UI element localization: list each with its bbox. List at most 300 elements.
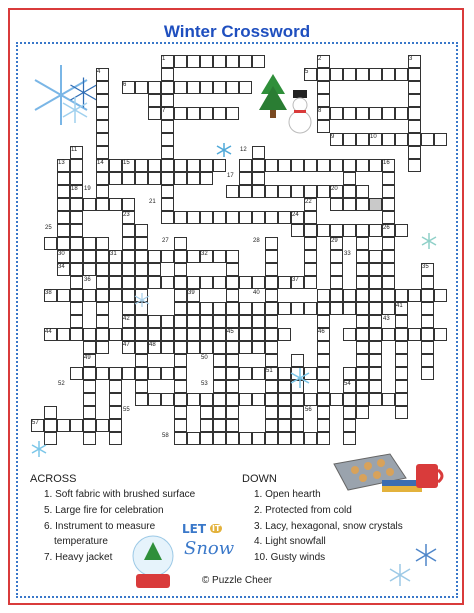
grid-cell[interactable] [161,172,174,185]
grid-cell[interactable] [70,367,83,380]
grid-cell[interactable] [408,159,421,172]
grid-cell[interactable] [83,250,96,263]
grid-cell[interactable] [200,393,213,406]
grid-cell[interactable] [122,263,135,276]
grid-cell[interactable] [421,315,434,328]
grid-cell[interactable] [109,367,122,380]
grid-cell[interactable] [174,276,187,289]
grid-cell[interactable] [265,315,278,328]
grid-cell[interactable] [343,432,356,445]
grid-cell[interactable] [174,380,187,393]
grid-cell[interactable] [109,263,122,276]
grid-cell[interactable] [252,146,265,159]
grid-cell[interactable] [265,289,278,302]
grid-cell[interactable] [213,393,226,406]
grid-cell[interactable] [382,250,395,263]
grid-cell[interactable] [213,341,226,354]
grid-cell[interactable] [343,367,356,380]
grid-cell[interactable] [226,107,239,120]
grid-cell[interactable] [135,81,148,94]
grid-cell[interactable] [343,393,356,406]
grid-cell[interactable] [174,393,187,406]
grid-cell[interactable] [421,133,434,146]
grid-cell[interactable] [317,81,330,94]
grid-cell[interactable] [57,289,70,302]
grid-cell[interactable] [408,328,421,341]
grid-cell[interactable] [213,354,226,367]
grid-cell[interactable] [96,328,109,341]
grid-cell[interactable] [356,406,369,419]
grid-cell[interactable] [265,380,278,393]
grid-cell[interactable] [330,159,343,172]
grid-cell[interactable] [317,354,330,367]
grid-cell[interactable] [122,237,135,250]
grid-cell[interactable] [83,289,96,302]
grid-cell[interactable] [83,237,96,250]
grid-cell[interactable] [369,276,382,289]
grid-cell[interactable] [421,367,434,380]
grid-cell[interactable] [421,354,434,367]
grid-cell[interactable] [213,159,226,172]
grid-cell[interactable] [226,354,239,367]
grid-cell[interactable] [109,289,122,302]
grid-cell[interactable] [304,263,317,276]
grid-cell[interactable] [187,172,200,185]
grid-cell[interactable] [226,81,239,94]
grid-cell[interactable] [434,289,447,302]
grid-cell[interactable] [304,276,317,289]
grid-cell[interactable] [44,419,57,432]
grid-cell[interactable] [369,380,382,393]
grid-cell[interactable] [330,393,343,406]
grid-cell[interactable] [148,367,161,380]
grid-cell[interactable] [187,276,200,289]
grid-cell[interactable] [187,159,200,172]
grid-cell[interactable] [343,107,356,120]
grid-cell[interactable] [330,302,343,315]
grid-cell[interactable] [96,120,109,133]
grid-cell[interactable] [239,276,252,289]
grid-cell[interactable] [252,172,265,185]
grid-cell[interactable] [265,211,278,224]
grid-cell[interactable] [278,419,291,432]
grid-cell[interactable] [278,432,291,445]
grid-cell[interactable] [70,315,83,328]
grid-cell[interactable] [187,328,200,341]
grid-cell[interactable] [161,367,174,380]
grid-cell[interactable] [70,198,83,211]
grid-cell[interactable] [57,185,70,198]
grid-cell[interactable] [317,406,330,419]
grid-cell[interactable] [382,393,395,406]
grid-cell[interactable] [382,328,395,341]
grid-cell[interactable] [57,172,70,185]
grid-cell[interactable] [148,172,161,185]
grid-cell[interactable] [304,302,317,315]
grid-cell[interactable] [330,107,343,120]
grid-cell[interactable] [356,263,369,276]
grid-cell[interactable] [200,419,213,432]
grid-cell[interactable] [96,172,109,185]
grid-cell[interactable] [174,419,187,432]
grid-cell[interactable] [382,289,395,302]
grid-cell[interactable] [304,211,317,224]
grid-cell[interactable] [382,172,395,185]
grid-cell[interactable] [83,419,96,432]
grid-cell[interactable] [70,237,83,250]
grid-cell[interactable] [135,276,148,289]
grid-cell[interactable] [330,250,343,263]
grid-cell[interactable] [369,328,382,341]
grid-cell[interactable] [109,393,122,406]
grid-cell[interactable] [356,68,369,81]
grid-cell[interactable] [83,432,96,445]
grid-cell[interactable] [343,198,356,211]
grid-cell[interactable] [265,354,278,367]
grid-cell[interactable] [161,68,174,81]
grid-cell[interactable] [382,302,395,315]
grid-cell[interactable] [252,341,265,354]
grid-cell[interactable] [278,406,291,419]
grid-cell[interactable] [200,107,213,120]
grid-cell[interactable] [291,185,304,198]
grid-cell[interactable] [200,432,213,445]
grid-cell[interactable] [317,120,330,133]
grid-cell[interactable] [317,315,330,328]
grid-cell[interactable] [356,302,369,315]
grid-cell[interactable] [343,224,356,237]
grid-cell[interactable] [161,198,174,211]
grid-cell[interactable] [343,185,356,198]
grid-cell[interactable] [369,367,382,380]
grid-cell[interactable] [278,328,291,341]
grid-cell[interactable] [83,367,96,380]
grid-cell[interactable] [317,68,330,81]
grid-cell[interactable] [356,328,369,341]
grid-cell[interactable] [122,250,135,263]
grid-cell[interactable] [174,107,187,120]
grid-cell[interactable] [213,315,226,328]
grid-cell[interactable] [161,315,174,328]
grid-cell[interactable] [174,406,187,419]
grid-cell[interactable] [200,302,213,315]
grid-cell[interactable] [421,289,434,302]
grid-cell[interactable] [317,367,330,380]
grid-cell[interactable] [421,302,434,315]
grid-cell[interactable] [226,380,239,393]
grid-cell[interactable] [265,250,278,263]
grid-cell[interactable] [408,68,421,81]
grid-cell[interactable] [369,393,382,406]
grid-cell[interactable] [96,107,109,120]
grid-cell[interactable] [317,341,330,354]
grid-cell[interactable] [395,133,408,146]
grid-cell[interactable] [239,185,252,198]
grid-cell[interactable] [226,276,239,289]
grid-cell[interactable] [395,354,408,367]
grid-cell[interactable] [382,211,395,224]
grid-cell[interactable] [408,107,421,120]
grid-cell[interactable] [187,55,200,68]
grid-cell[interactable] [239,81,252,94]
grid-cell[interactable] [70,224,83,237]
grid-cell[interactable] [382,107,395,120]
grid-cell[interactable] [174,172,187,185]
grid-cell[interactable] [369,302,382,315]
grid-cell[interactable] [252,432,265,445]
grid-cell[interactable] [174,159,187,172]
grid-cell[interactable] [83,393,96,406]
grid-cell[interactable] [317,419,330,432]
grid-cell[interactable] [96,250,109,263]
grid-cell[interactable] [317,302,330,315]
grid-cell[interactable] [356,185,369,198]
grid-cell[interactable] [187,302,200,315]
grid-cell[interactable] [343,172,356,185]
grid-cell[interactable] [96,419,109,432]
grid-cell[interactable] [356,354,369,367]
grid-cell[interactable] [265,393,278,406]
grid-cell[interactable] [304,185,317,198]
grid-cell[interactable] [122,198,135,211]
grid-cell[interactable] [291,432,304,445]
grid-cell[interactable] [200,276,213,289]
grid-cell[interactable] [161,250,174,263]
grid-cell[interactable] [408,146,421,159]
grid-cell[interactable] [174,237,187,250]
grid-cell[interactable] [226,289,239,302]
grid-cell[interactable] [356,380,369,393]
grid-cell[interactable] [174,55,187,68]
grid-cell[interactable] [239,172,252,185]
grid-cell[interactable] [200,55,213,68]
grid-cell[interactable] [135,237,148,250]
grid-cell[interactable] [356,276,369,289]
grid-cell[interactable] [291,224,304,237]
grid-cell[interactable] [252,185,265,198]
grid-cell[interactable] [343,302,356,315]
grid-cell[interactable] [317,224,330,237]
grid-cell[interactable] [96,315,109,328]
grid-cell[interactable] [382,185,395,198]
grid-cell[interactable] [83,328,96,341]
grid-cell[interactable] [317,159,330,172]
grid-cell[interactable] [239,393,252,406]
grid-cell[interactable] [109,406,122,419]
grid-cell[interactable] [57,198,70,211]
grid-cell[interactable] [161,146,174,159]
grid-cell[interactable] [395,380,408,393]
grid-cell[interactable] [161,328,174,341]
grid-cell[interactable] [174,341,187,354]
grid-cell[interactable] [343,328,356,341]
grid-cell[interactable] [83,380,96,393]
grid-cell[interactable] [226,263,239,276]
grid-cell[interactable] [265,185,278,198]
grid-cell[interactable] [213,367,226,380]
grid-cell[interactable] [304,159,317,172]
grid-cell[interactable] [57,224,70,237]
grid-cell[interactable] [265,341,278,354]
grid-cell[interactable] [174,263,187,276]
grid-cell[interactable] [356,159,369,172]
grid-cell[interactable] [330,68,343,81]
grid-cell[interactable] [213,81,226,94]
grid-cell[interactable] [187,341,200,354]
grid-cell[interactable] [356,393,369,406]
grid-cell[interactable] [317,289,330,302]
grid-cell[interactable] [265,432,278,445]
grid-cell[interactable] [187,107,200,120]
grid-cell[interactable] [57,328,70,341]
grid-cell[interactable] [96,81,109,94]
grid-cell[interactable] [122,367,135,380]
grid-cell[interactable] [395,68,408,81]
grid-cell[interactable] [421,276,434,289]
grid-cell[interactable] [382,198,395,211]
grid-cell[interactable] [109,172,122,185]
grid-cell[interactable] [239,341,252,354]
grid-cell[interactable] [265,263,278,276]
grid-cell[interactable] [356,107,369,120]
grid-cell[interactable] [395,289,408,302]
grid-cell[interactable] [200,81,213,94]
grid-cell[interactable] [161,81,174,94]
grid-cell[interactable] [57,419,70,432]
grid-cell[interactable] [70,289,83,302]
grid-cell[interactable] [83,198,96,211]
grid-cell[interactable] [226,250,239,263]
grid-cell[interactable] [369,315,382,328]
grid-cell[interactable] [174,328,187,341]
grid-cell[interactable] [148,81,161,94]
grid-cell[interactable] [161,276,174,289]
grid-cell[interactable] [96,289,109,302]
grid-cell[interactable] [135,315,148,328]
grid-cell[interactable] [408,94,421,107]
grid-cell[interactable] [187,211,200,224]
grid-cell[interactable] [239,315,252,328]
grid-cell[interactable] [369,341,382,354]
grid-cell[interactable] [252,328,265,341]
grid-cell[interactable] [109,159,122,172]
grid-cell[interactable] [187,315,200,328]
grid-cell[interactable] [239,302,252,315]
grid-cell[interactable] [213,250,226,263]
grid-cell[interactable] [408,120,421,133]
grid-cell[interactable] [434,133,447,146]
grid-cell[interactable] [161,393,174,406]
grid-cell[interactable] [408,289,421,302]
grid-cell[interactable] [382,68,395,81]
grid-cell[interactable] [226,393,239,406]
grid-cell[interactable] [57,211,70,224]
grid-cell[interactable] [226,341,239,354]
grid-cell[interactable] [317,380,330,393]
grid-cell[interactable] [369,198,382,211]
grid-cell[interactable] [317,432,330,445]
grid-cell[interactable] [226,185,239,198]
grid-cell[interactable] [369,250,382,263]
grid-cell[interactable] [304,237,317,250]
grid-cell[interactable] [122,172,135,185]
grid-cell[interactable] [226,211,239,224]
grid-cell[interactable] [356,237,369,250]
grid-cell[interactable] [343,289,356,302]
grid-cell[interactable] [369,107,382,120]
grid-cell[interactable] [395,341,408,354]
grid-cell[interactable] [135,328,148,341]
grid-cell[interactable] [369,289,382,302]
grid-cell[interactable] [369,263,382,276]
grid-cell[interactable] [356,367,369,380]
grid-cell[interactable] [96,185,109,198]
grid-cell[interactable] [135,224,148,237]
grid-cell[interactable] [44,406,57,419]
grid-cell[interactable] [174,250,187,263]
grid-cell[interactable] [174,315,187,328]
grid-cell[interactable] [148,263,161,276]
grid-cell[interactable] [135,263,148,276]
grid-cell[interactable] [213,328,226,341]
grid-cell[interactable] [109,419,122,432]
grid-cell[interactable] [109,380,122,393]
grid-cell[interactable] [44,237,57,250]
grid-cell[interactable] [239,159,252,172]
grid-cell[interactable] [239,211,252,224]
grid-cell[interactable] [96,94,109,107]
grid-cell[interactable] [278,185,291,198]
grid-cell[interactable] [96,341,109,354]
grid-cell[interactable] [200,159,213,172]
grid-cell[interactable] [57,237,70,250]
grid-cell[interactable] [96,198,109,211]
grid-cell[interactable] [291,159,304,172]
grid-cell[interactable] [330,276,343,289]
grid-cell[interactable] [356,198,369,211]
grid-cell[interactable] [291,393,304,406]
grid-cell[interactable] [96,237,109,250]
grid-cell[interactable] [252,302,265,315]
grid-cell[interactable] [83,406,96,419]
grid-cell[interactable] [213,406,226,419]
grid-cell[interactable] [252,211,265,224]
grid-cell[interactable] [356,133,369,146]
grid-cell[interactable] [70,172,83,185]
grid-cell[interactable] [213,211,226,224]
grid-cell[interactable] [187,250,200,263]
grid-cell[interactable] [83,263,96,276]
grid-cell[interactable] [135,250,148,263]
grid-cell[interactable] [96,146,109,159]
grid-cell[interactable] [135,172,148,185]
grid-cell[interactable] [395,328,408,341]
grid-cell[interactable] [278,393,291,406]
grid-cell[interactable] [161,211,174,224]
grid-cell[interactable] [304,250,317,263]
grid-cell[interactable] [148,107,161,120]
grid-cell[interactable] [421,341,434,354]
grid-cell[interactable] [330,198,343,211]
grid-cell[interactable] [395,224,408,237]
grid-cell[interactable] [434,328,447,341]
grid-cell[interactable] [109,432,122,445]
grid-cell[interactable] [200,315,213,328]
grid-cell[interactable] [213,107,226,120]
grid-cell[interactable] [109,198,122,211]
grid-cell[interactable] [252,315,265,328]
grid-cell[interactable] [265,159,278,172]
